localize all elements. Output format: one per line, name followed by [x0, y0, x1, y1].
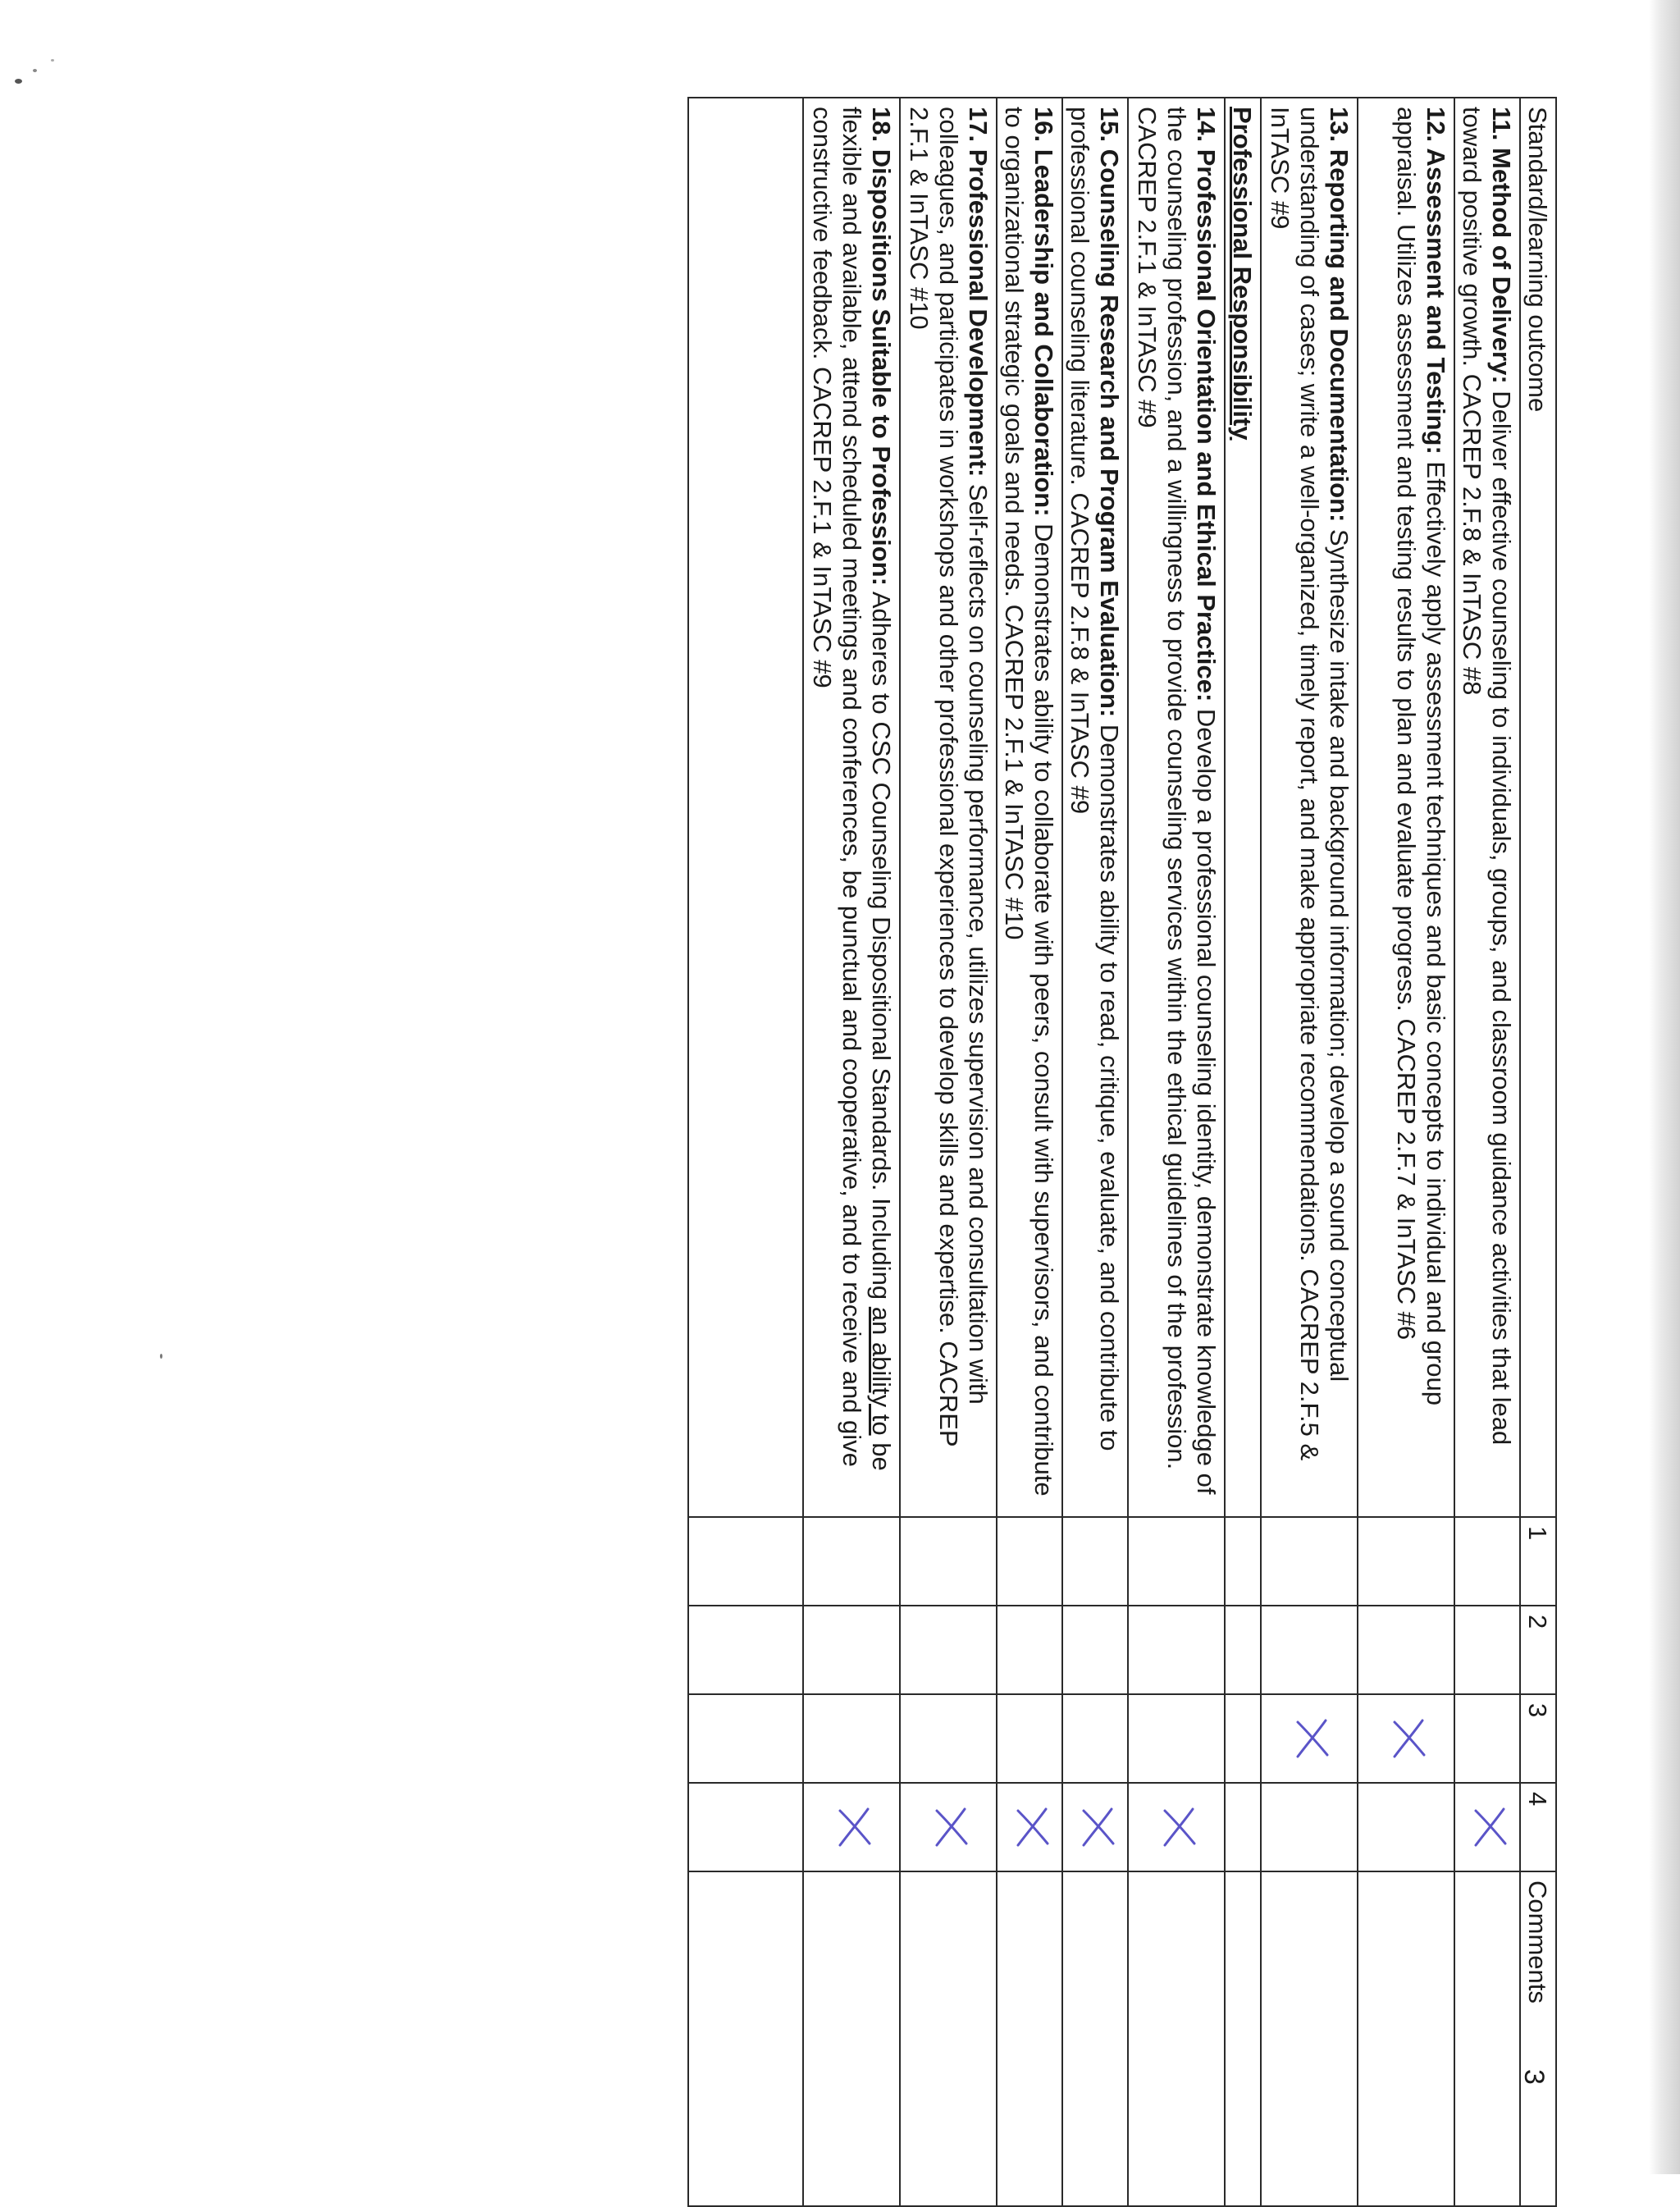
section-blank-cell — [1225, 1694, 1261, 1783]
section-heading-cell — [1225, 98, 1261, 1517]
scan-speck — [160, 1354, 162, 1359]
comments-cell[interactable] — [997, 1871, 1062, 2206]
table-row — [1358, 98, 1454, 2206]
rating-cell-1[interactable] — [1358, 1517, 1454, 1606]
rating-cell-4[interactable] — [900, 1783, 997, 1871]
rating-header-1: 1 — [1520, 1517, 1556, 1606]
rating-cell-4[interactable] — [1128, 1783, 1225, 1871]
outcome-cell — [997, 98, 1062, 1517]
rating-cell-1[interactable] — [1261, 1517, 1358, 1606]
section-blank-cell — [1225, 1783, 1261, 1871]
x-check-mark-icon — [1472, 1804, 1509, 1850]
rating-cell-1[interactable] — [803, 1517, 900, 1606]
outcome-text-underlined: an ability to — [867, 1306, 897, 1436]
outcome-text: Synthesize intake and background information; develop a sound conceptual understanding of cases; write a well-organized, timely report, and make appropriate recommendations. CACREP 2.F.5 & InTASC #9 — [1266, 107, 1354, 1461]
outcome-text: Demonstrates ability to collaborate with peers, consult with supervisors, and contribute to organizational strategic goals and needs. CACREP 2.F.1 & InTASC #10 — [1000, 107, 1059, 1496]
table-row — [1261, 98, 1358, 2206]
comments-cell[interactable] — [1358, 1871, 1454, 2206]
rating-cell-4[interactable] — [1454, 1783, 1520, 1871]
comments-cell[interactable] — [1062, 1871, 1128, 2206]
x-check-mark-icon — [934, 1804, 970, 1850]
outcome-text: Effectively apply assessment techniques and basic concepts to individual and group appraisal. Utilizes assessment and testing results to plan and evaluate progress. CACREP 2.F.7 & InTASC #6 — [1392, 107, 1451, 1405]
table-row — [1128, 98, 1225, 2206]
rating-cell-3[interactable] — [1358, 1694, 1454, 1783]
scan-speck — [15, 79, 22, 84]
section-row — [1225, 98, 1261, 2206]
outcome-cell — [1128, 98, 1225, 1517]
outcome-text: Self-reflects on counseling performance, utilizes supervision and consultation with colleagues, and participates in workshops and other professional experiences to develop skills and expertise. CACREP 2.F.1 & InTASC #10 — [905, 107, 993, 1447]
rating-header-2: 2 — [1520, 1606, 1556, 1694]
rubric-table — [687, 97, 1557, 2207]
x-check-mark-icon — [1294, 1716, 1331, 1761]
rating-cell-1[interactable] — [1128, 1517, 1225, 1606]
blank-cell — [688, 98, 803, 1517]
rating-cell-3[interactable] — [900, 1694, 997, 1783]
rating-cell-3[interactable] — [803, 1694, 900, 1783]
header-row — [1520, 98, 1556, 2206]
outcome-label: 17. Professional Development: — [964, 107, 993, 477]
table-row — [1062, 98, 1128, 2206]
rating-cell-3[interactable] — [1454, 1694, 1520, 1783]
rating-cell-1[interactable] — [997, 1517, 1062, 1606]
rating-cell-2[interactable] — [900, 1606, 997, 1694]
outcome-label: 11. Method of Delivery: — [1487, 107, 1517, 384]
outcome-label: 15. Counseling Research and Program Evaluation: — [1095, 107, 1125, 718]
section-blank-cell — [1225, 1606, 1261, 1694]
table-row — [997, 98, 1062, 2206]
rating-cell-2[interactable] — [1062, 1606, 1128, 1694]
blank-cell — [688, 1783, 803, 1871]
section-heading: Professional Responsibility — [1228, 107, 1258, 441]
rating-cell-3[interactable] — [1128, 1694, 1225, 1783]
x-check-mark-icon — [1162, 1804, 1198, 1850]
rating-cell-4[interactable] — [803, 1783, 900, 1871]
section-blank-cell — [1225, 1517, 1261, 1606]
comments-cell[interactable] — [900, 1871, 997, 2206]
outcome-label: 12. Assessment and Testing: — [1422, 107, 1451, 455]
rating-header-3: 3 — [1520, 1694, 1556, 1783]
blank-cell — [688, 1871, 803, 2206]
table-row — [900, 98, 997, 2206]
scan-speck — [51, 59, 54, 62]
page-number: 3 — [1518, 2069, 1550, 2085]
outcome-text: Demonstrates ability to read, critique, evaluate, and contribute to professional counseling literature. CACREP 2.F.8 & InTASC #9 — [1066, 107, 1125, 1451]
section-blank-cell — [1225, 1871, 1261, 2206]
outcome-label: 16. Leadership and Collaboration: — [1029, 107, 1059, 517]
table-row — [803, 98, 900, 2206]
rating-cell-2[interactable] — [1128, 1606, 1225, 1694]
outcome-label: 13. Reporting and Documentation: — [1325, 107, 1354, 523]
rating-cell-3[interactable] — [997, 1694, 1062, 1783]
outcome-cell — [1358, 98, 1454, 1517]
rating-header-4: 4 — [1520, 1783, 1556, 1871]
blank-cell — [688, 1694, 803, 1783]
empty-row — [688, 98, 803, 2206]
comments-cell[interactable] — [1261, 1871, 1358, 2206]
outcome-text-a: Adheres to CSC Counseling Dispositional Standards. Including — [867, 585, 897, 1307]
rating-cell-2[interactable] — [1358, 1606, 1454, 1694]
rating-cell-1[interactable] — [1454, 1517, 1520, 1606]
table-row — [1454, 98, 1520, 2206]
rating-cell-2[interactable] — [997, 1606, 1062, 1694]
x-check-mark-icon — [1080, 1804, 1116, 1850]
outcome-cell — [1261, 98, 1358, 1517]
outcome-text: Develop a professional counseling identity, demonstrate knowledge of the counseling profession, and a willingness to provide counseling services within the ethical guidelines of the profession. CACREP 2.F.1 & InTASC #9 — [1133, 107, 1221, 1495]
x-check-mark-icon — [1015, 1804, 1051, 1850]
rating-cell-4[interactable] — [1062, 1783, 1128, 1871]
outcome-cell — [803, 98, 900, 1517]
blank-cell — [688, 1517, 803, 1606]
rating-cell-3[interactable] — [1261, 1694, 1358, 1783]
rating-cell-3[interactable] — [1062, 1694, 1128, 1783]
rating-cell-4[interactable] — [1358, 1783, 1454, 1871]
scan-speck — [33, 69, 37, 72]
outcome-label: 18. Dispositions Suitable to Profession: — [867, 107, 897, 586]
blank-cell — [688, 1606, 803, 1694]
comments-header: Comments — [1520, 1871, 1556, 2206]
rating-cell-2[interactable] — [1261, 1606, 1358, 1694]
scanner-edge-shadow — [1649, 0, 1680, 2174]
rating-cell-4[interactable] — [1261, 1783, 1358, 1871]
comments-cell[interactable] — [1454, 1871, 1520, 2206]
comments-cell[interactable] — [803, 1871, 900, 2206]
x-check-mark-icon — [1391, 1716, 1427, 1761]
outcome-cell — [1454, 98, 1520, 1517]
outcome-text-b: be flexible and available, attend scheduled meetings and conferences, be punctual and cooperative, and to receive and give constructive feedback. CACREP 2.F.1 & InTASC #9 — [808, 107, 897, 1471]
comments-cell[interactable] — [1128, 1871, 1225, 2206]
rotated-page-content — [687, 97, 1557, 2205]
outcome-label: 14. Professional Orientation and Ethical Practice: — [1192, 107, 1221, 702]
rating-cell-1[interactable] — [1062, 1517, 1128, 1606]
rating-cell-2[interactable] — [803, 1606, 900, 1694]
outcome-text: Deliver effective counseling to individuals, groups, and classroom guidance activities that lead toward positive growth. CACREP 2.F.8 & InTASC #8 — [1458, 107, 1517, 1446]
outcome-cell — [900, 98, 997, 1517]
outcome-cell — [1062, 98, 1128, 1517]
outcome-header: Standard/learning outcome — [1520, 98, 1556, 1517]
rating-cell-1[interactable] — [900, 1517, 997, 1606]
rating-cell-2[interactable] — [1454, 1606, 1520, 1694]
x-check-mark-icon — [837, 1804, 873, 1850]
rating-cell-4[interactable] — [997, 1783, 1062, 1871]
